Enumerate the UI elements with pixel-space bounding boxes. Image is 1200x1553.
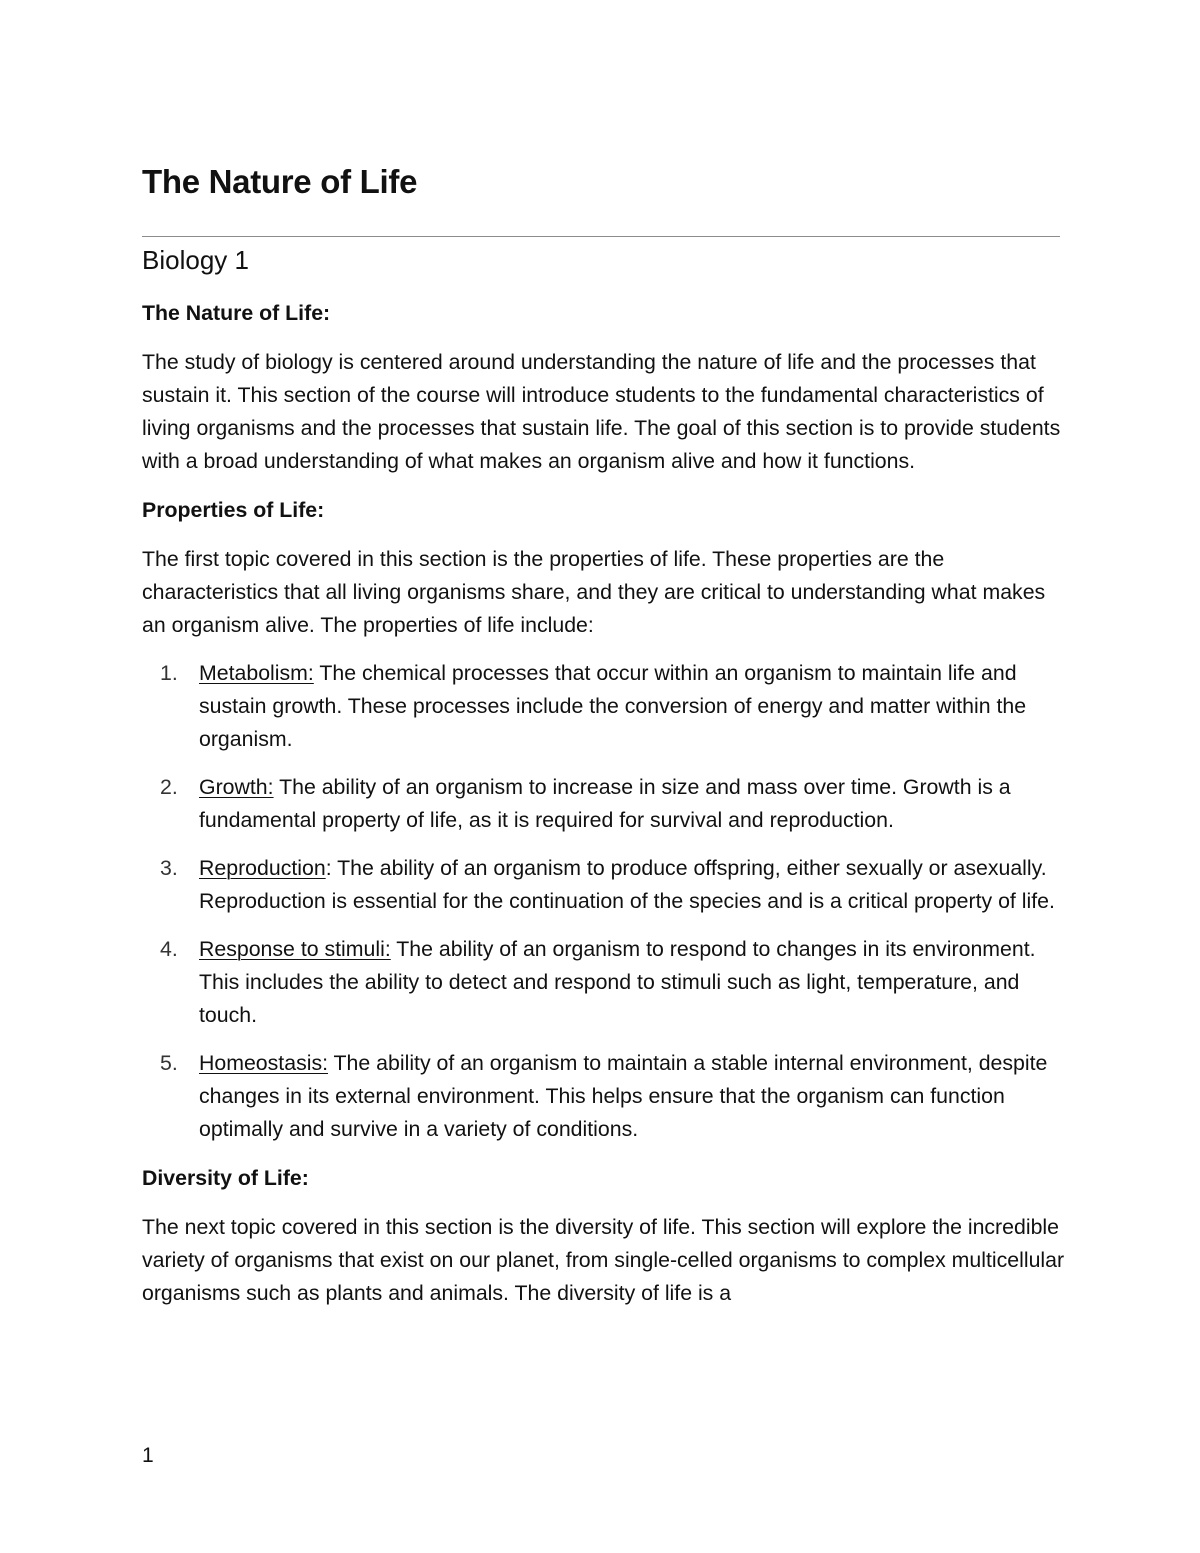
list-item-text: The ability of an organism to maintain a stable internal environment, despite changes in its external environment. This helps ensure that the organism can function optimally and survive in a variety of conditions. (199, 1051, 1048, 1141)
section-properties-of-life (142, 493, 1067, 1146)
list-item (142, 1047, 1067, 1146)
list-item-text: The ability of an organism to respond to changes in its environment. This includes the ability to detect and respond to stimuli such as light, temperature, and touch. (199, 937, 1036, 1027)
properties-list (142, 657, 1067, 1146)
list-item-number: 5. (160, 1051, 178, 1075)
list-item (142, 657, 1067, 756)
document-title: The Nature of Life (142, 163, 418, 200)
section-paragraph: The next topic covered in this section is the diversity of life. This section will explore the incredible variety of organisms that exist on our planet, from single-celled organisms to complex multicellular organisms such as plants and animals. The diversity of life is a (142, 1215, 1065, 1305)
document-page (142, 0, 1065, 1553)
section-paragraph: The study of biology is centered around understanding the nature of life and the processes that sustain it. This section of the course will introduce students to the fundamental characteristics of living organisms and the processes that sustain life. The goal of this section is to provide students with a broad understanding of what makes an organism alive and how it functions. (142, 350, 1061, 473)
list-item-text: The chemical processes that occur within an organism to maintain life and sustain growth. These processes include the conversion of energy and matter within the organism. (199, 661, 1027, 751)
page-number: 1 (142, 1444, 154, 1467)
list-item-term: Homeostasis: (199, 1051, 329, 1075)
list-item-text: : The ability of an organism to produce offspring, either sexually or asexually. Reproduction is essential for the continuation of the species and is a critical property of life. (199, 856, 1055, 913)
section-heading: Properties of Life: (142, 498, 325, 522)
list-item (142, 771, 1067, 837)
document-body (142, 296, 1067, 1325)
section-heading: Diversity of Life: (142, 1166, 309, 1190)
list-item-term: Growth: (199, 775, 274, 799)
list-item (142, 852, 1067, 918)
section-nature-of-life (142, 296, 1067, 478)
section-paragraph: The first topic covered in this section is the properties of life. These properties are the characteristics that all living organisms share, and they are critical to understanding what makes an organism alive. The properties of life include: (142, 547, 1046, 637)
list-item-number: 4. (160, 937, 178, 961)
list-item-term: Reproduction (199, 856, 326, 880)
section-heading: The Nature of Life: (142, 301, 331, 325)
title-divider (142, 236, 1060, 237)
list-item-text: The ability of an organism to increase in size and mass over time. Growth is a fundamental property of life, as it is required for survival and reproduction. (199, 775, 1011, 832)
list-item (142, 933, 1067, 1032)
list-item-number: 1. (160, 661, 178, 685)
list-item-term: Metabolism: (199, 661, 314, 685)
list-item-term: Response to stimuli: (199, 937, 391, 961)
document-subtitle: Biology 1 (142, 245, 249, 275)
list-item-number: 3. (160, 856, 178, 880)
list-item-number: 2. (160, 775, 178, 799)
section-diversity-of-life (142, 1161, 1067, 1310)
